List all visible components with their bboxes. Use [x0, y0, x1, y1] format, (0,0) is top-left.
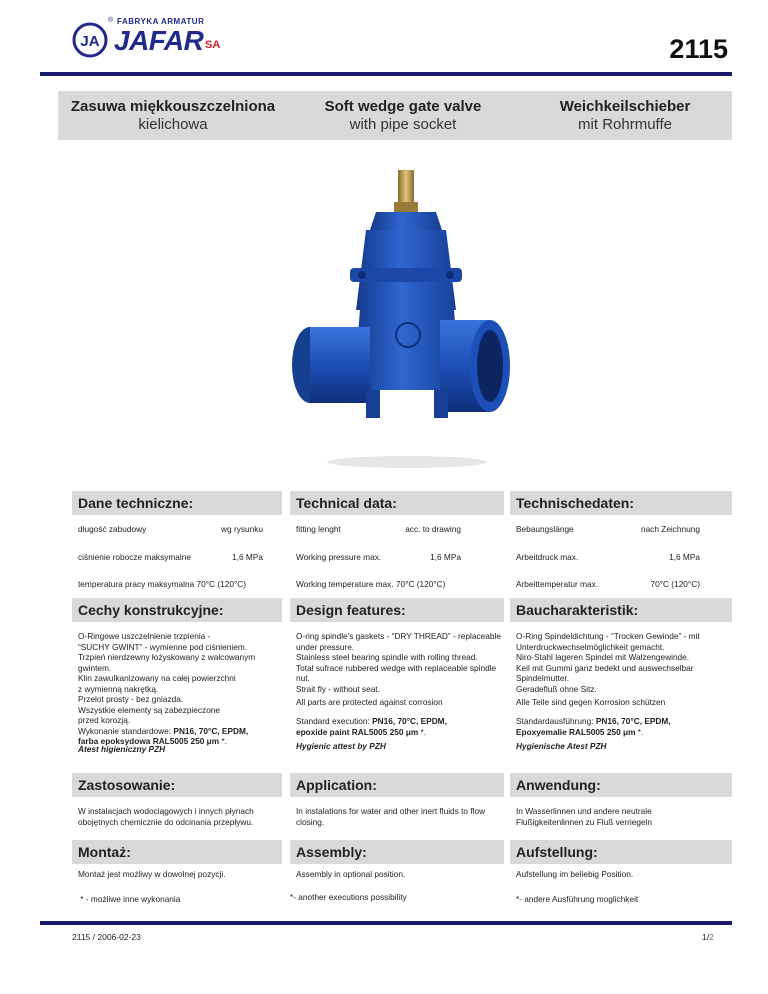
tech-label: Arbeitdruck max.	[516, 552, 579, 562]
section-header-tech-de: Technischedaten:	[510, 491, 732, 515]
title-german	[518, 91, 732, 140]
assembly-text-de: Aufstellung im beliebig Position.	[516, 869, 634, 879]
design-body-pl: O-Ringowe uszczelnienie trzpienia - “SUCHY GWINT” - wymienne pod ciśnieniem. Trzpień nierdzewny łożyskowany z walcowanym gwintem. Klin zawulkanizowany na całej powierzchni z wymienną nakrętką. Przelot prosty - bez gniazda. Wszystkie elementy są zabezpieczone przed korozją.	[78, 631, 256, 725]
logo-monogram: JA	[80, 33, 100, 50]
attest-en: Hygienic attest by PZH	[296, 741, 386, 751]
note-de: *- andere Ausführung moglichkeit	[516, 894, 639, 904]
tech-row-pressure-de	[516, 552, 700, 563]
registered-mark: ®	[108, 17, 114, 24]
tech-row-pressure-pl	[78, 552, 263, 563]
tech-row-length-en	[296, 524, 461, 535]
design-exec-en	[296, 716, 501, 737]
tech-value: acc. to drawing	[405, 524, 461, 534]
design-corrosion-en: All parts are protected against corrosion	[296, 697, 443, 707]
section-header-tech-pl: Dane techniczne:	[72, 491, 282, 515]
company-subtitle: FABRYKA ARMATUR	[117, 17, 205, 26]
title-english-line2: with pipe socket	[349, 116, 457, 133]
design-body-en: O-ring spindle's gaskets - “DRY THREAD” - replaceable under pressure. Stainless steel bearing spindle with rolling thread. Total sufrace rubbered wedge with replaceable spindle nut. Strait fly - without seat.	[296, 631, 501, 694]
application-text-de: In Wasserlinnen und andere neutrale Flußigkeitenlinnen zu Fluß verriegeln	[516, 806, 653, 827]
title-polish-line1: Zasuwa miękkouszczelniona	[70, 98, 276, 115]
design-exec-suffix-en: *.	[420, 726, 427, 737]
design-exec-bold-en: PN16, 70°C, EPDM, epoxide paint RAL5005 250 μm	[296, 716, 447, 737]
tech-row-temperature-en: Working temperature max. 70°C (120°C)	[296, 579, 446, 589]
note-pl: * - możliwe inne wykonania	[78, 894, 181, 904]
tech-row-length-de	[516, 524, 700, 535]
title-german-line1: Weichkeilschieber	[559, 98, 691, 115]
header-rule	[40, 72, 732, 76]
section-header-application-en: Application:	[290, 773, 504, 797]
title-polish	[58, 91, 288, 140]
design-exec-prefix-en: Standard execution:	[296, 716, 373, 726]
section-header-assembly-pl: Montaż:	[72, 840, 282, 864]
title-polish-line2: kielichowa	[138, 116, 208, 133]
tech-label: długość zabudowy	[78, 524, 147, 534]
design-exec-de	[516, 716, 721, 737]
document-date: 2115 / 2006-02-23	[72, 932, 141, 942]
document-number: 2115	[669, 34, 728, 64]
gate-valve-image	[270, 150, 510, 480]
title-english-line1: Soft wedge gate valve	[324, 98, 482, 115]
page-current: 1/	[702, 932, 710, 942]
company-suffix: SA	[205, 39, 221, 51]
tech-row-temperature-de	[516, 579, 700, 590]
tech-value: 1,6 MPa	[669, 552, 700, 562]
title-german-line2: mit Rohrmuffe	[578, 116, 672, 133]
application-text-en: In instalations for water and other inert fluids to flow closing.	[296, 806, 486, 827]
tech-label: fitting lenght	[296, 524, 341, 534]
tech-value: 1,6 MPa	[232, 552, 263, 562]
jafar-logo-icon	[72, 22, 108, 58]
tech-value: 1,6 MPa	[430, 552, 461, 562]
tech-row-temperature-pl: temperatura pracy maksymalna 70°C (120°C)	[78, 579, 247, 589]
tech-row-length-pl	[78, 524, 263, 535]
design-corrosion-de: Alle Teile sind gegen Korrosion schützen	[516, 697, 666, 707]
attest-de: Hygienische Atest PZH	[516, 741, 607, 751]
title-english	[288, 91, 518, 140]
section-header-design-en: Design features:	[290, 598, 504, 622]
section-header-application-de: Anwendung:	[510, 773, 732, 797]
design-exec-prefix-de: Standardausführung:	[516, 716, 596, 726]
tech-label: Working pressure max.	[296, 552, 382, 562]
note-en: *- another executions possibility	[290, 892, 407, 902]
design-exec-bold-pl: PN16, 70°C, EPDM, farba epoksydowa RAL5005 250 μm	[78, 725, 249, 746]
assembly-text-en: Assembly in optional position.	[296, 869, 406, 879]
section-header-tech-en: Technical data:	[290, 491, 504, 515]
assembly-text-pl: Montaż jest możliwy w dowolnej pozycji.	[78, 869, 226, 879]
tech-value: 70°C (120°C)	[650, 579, 700, 589]
tech-row-pressure-en	[296, 552, 461, 563]
footer-rule	[40, 921, 732, 925]
attest-pl: Atest higieniczny PZH	[78, 744, 166, 754]
section-header-assembly-de: Aufstellung:	[510, 840, 732, 864]
tech-label: Arbeittemperatur max.	[516, 579, 599, 589]
section-header-design-de: Baucharakteristik:	[510, 598, 732, 622]
tech-label: Bebaungslänge	[516, 524, 574, 534]
design-body-de: O-Ring Spindeldichtung - “Trocken Gewinde” - mit Unterdruckwechselmöglichkeit gemacht. Niro-Stahl lageren Spindel mit Walzengewinde. Keil mit Gummi ganz bedekt und auswechselbar Spindelmutter. Geradefluß ohne Sitz.	[516, 631, 700, 694]
section-header-assembly-en: Assembly:	[290, 840, 504, 864]
tech-value: nach Zeichnung	[640, 524, 700, 534]
design-text-pl	[78, 631, 278, 747]
page-total: 2	[709, 932, 714, 942]
section-header-design-pl: Cechy konstrukcyjne:	[72, 598, 282, 622]
tech-value: wg rysunku	[221, 524, 263, 534]
application-text-pl: W instalacjach wodociągowych i innych płynach obojętnych chemicznie do odcinania przepływu.	[78, 806, 254, 827]
tech-label: ciśnienie robocze maksymalne	[78, 552, 191, 562]
design-exec-suffix-pl: *.	[221, 736, 227, 746]
page-number	[702, 932, 714, 942]
design-exec-bold-de: PN16, 70°C, EPDM, Epoxyemalie RAL5005 250 μm	[516, 716, 671, 737]
section-header-application-pl: Zastosowanie:	[72, 773, 282, 797]
design-exec-suffix-de: *.	[637, 726, 644, 737]
design-exec-prefix-pl: Wykonanie standardowe:	[78, 725, 174, 736]
company-name: JAFAR	[114, 25, 204, 56]
